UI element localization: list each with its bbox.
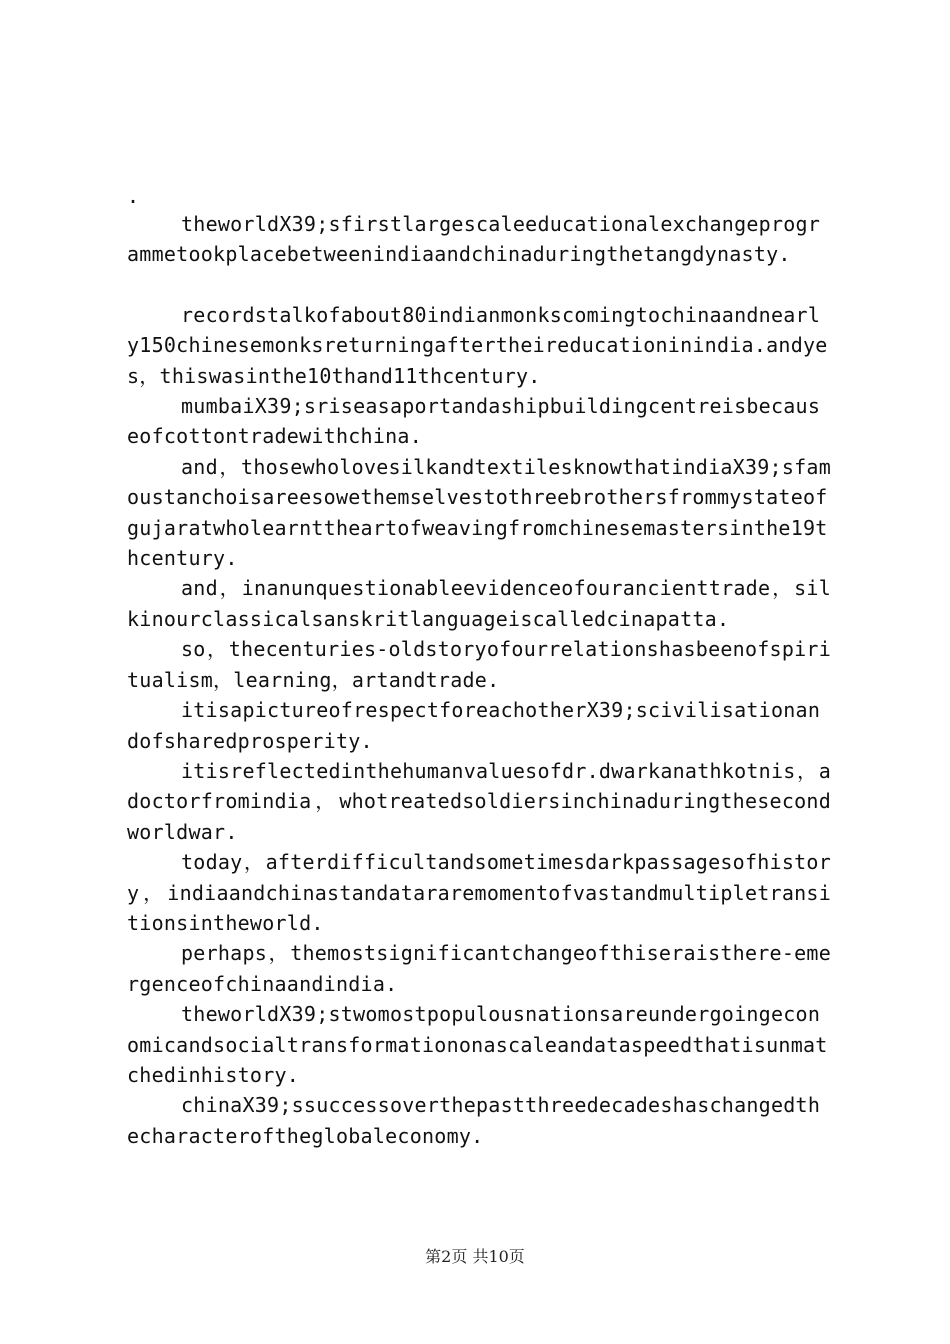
paragraph: theworldX39;stwomostpopulousnationsareundergoingeconomicandsocialtransformationonascaleandataspeedthatisunmatchedinhistory. [127, 1002, 828, 1087]
paragraph: mumbaiX39;sriseasaportandashipbuildingcentreisbecauseofcottontradewithchina. [127, 394, 821, 449]
paragraph: and，thosewholovesilkandtextilesknowthatindiaX39;sfamoustanchoisareesowethemselvestothreebrothersfrommystateofgujaratwholearnttheartofweavingfromchinesemastersinthe19thcentury. [127, 454, 831, 571]
paragraph: itisreflectedinthehumanvaluesofdr.dwarkanathkotnis，adoctorfromindia，whotreatedsoldiersinchinaduringthesecondworldwar. [127, 758, 831, 844]
paragraph: perhaps，themostsignificantchangeofthiseraisthere-emergenceofchinaandindia. [127, 941, 831, 996]
paragraph: recordstalkofabout80indianmonkscomingtochinaandnearly150chinesemonksreturningaftertheireducationinindia.andyes，thiswasinthe10thand11thcentury. [127, 302, 828, 388]
paragraph: theworldX39;sfirstlargescaleeducationalexchangeprogrammetookplacebetweenindiaandchinaduringthetangdynasty. [127, 212, 821, 267]
paragraph: today，afterdifficultandsometimesdarkpassagesofhistory，indiaandchinastandatararemomentofvastandmultipletransitionsintheworld. [127, 850, 831, 935]
page-footer: 第2页 共10页 [425, 1247, 525, 1266]
paragraph: itisapictureofrespectforeachotherX39;scivilisationandofsharedprosperity. [127, 698, 821, 753]
lead-mark: . [127, 184, 140, 208]
paragraph: so，thecenturies-oldstoryofourrelationshasbeenofspiritualism，learning，artandtrade. [127, 637, 831, 692]
document-body [127, 209, 831, 1151]
paragraph: and，inanunquestionableevidenceofourancienttrade，silkinourclassicalsanskritlanguageiscalledcinapatta. [127, 576, 831, 631]
paragraph: chinaX39;ssuccessoverthepastthreedecadeshaschangedthecharacteroftheglobaleconomy. [127, 1093, 821, 1148]
